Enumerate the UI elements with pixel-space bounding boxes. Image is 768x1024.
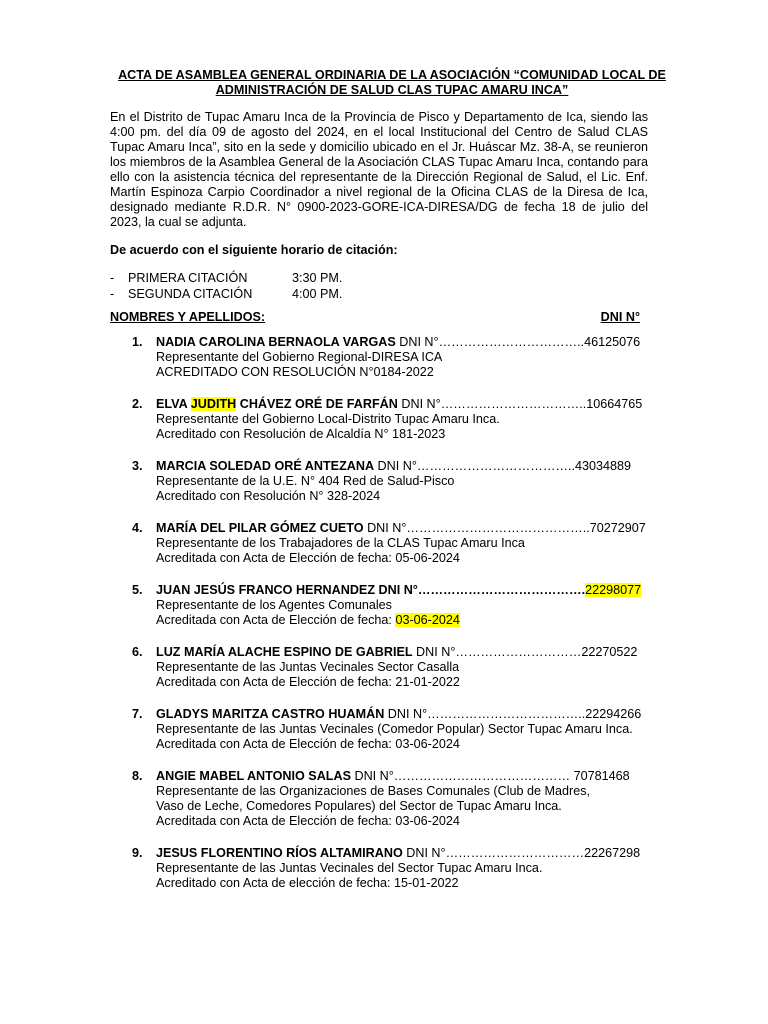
- member-number: 5.: [132, 583, 143, 597]
- member-dni-label: DNI N°……………………………………..: [363, 521, 590, 535]
- member-dni-label: DNI N°……………………………: [402, 846, 585, 860]
- member-dni-label: DNI N°……………………………………: [350, 769, 574, 783]
- schedule-item: [110, 271, 648, 287]
- member-accreditation-text: Acreditada con Acta de Elección de fecha: 21-01-2022: [156, 675, 460, 689]
- member-name-line: [156, 583, 648, 598]
- member-name-part: JUAN JESÚS FRANCO HERNANDEZ DNI N°: [156, 583, 418, 597]
- member-representation: Representante de la U.E. N° 404 Red de Salud-Pisco: [156, 474, 455, 488]
- member-representation: Representante de los Agentes Comunales: [156, 598, 392, 612]
- member-accreditation-date-highlight: 03-06-2024: [395, 613, 460, 627]
- member-name-line: [156, 521, 648, 536]
- member-name-part: GLADYS MARITZA CASTRO HUAMÁN: [156, 707, 385, 721]
- intro-paragraph: En el Distrito de Tupac Amaru Inca de la Provincia de Pisco y Departamento de Ica, siendo las 4:00 pm. del día 09 de agosto del 2024, en el local Institucional del Centro de Salud CLAS Tupac Amaru Inca”, sito en la sede y domicilio ubicado en el Jr. Huáscar Mz. 38-A, se reunieron los miembros de la Asamblea General de la Asociación CLAS Tupac Amaru Inca, contando para ello con la asistencia técnica del representante de la Dirección Regional de Salud, el Lic. Enf. Martín Espinoza Carpio Coordinador a nivel regional de la Oficina CLAS de la Diresa de Ica, designado mediante R.D.R. N° 0900-2023-GORE-ICA-DIRESA/DG de fecha 18 de julio del 2023, la cual se adjunta.: [110, 110, 648, 229]
- member-dni: 70272907: [589, 521, 646, 535]
- member-accreditation: [156, 427, 648, 442]
- member-name-part: CHÁVEZ ORÉ DE FARFÁN: [236, 397, 398, 411]
- title-line-1: ACTA DE ASAMBLEA GENERAL ORDINARIA DE LA ASOCIACIÓN “COMUNIDAD LOCAL DE: [118, 68, 666, 82]
- member-number: 3.: [132, 459, 143, 473]
- member-representation: Representante de las Juntas Vecinales del Sector Tupac Amaru Inca.: [156, 861, 543, 875]
- member-accreditation: [156, 675, 648, 690]
- member-dni: 22267298: [584, 846, 641, 860]
- member-entry: [110, 459, 648, 504]
- member-dni: 46125076: [584, 335, 641, 349]
- member-name-part: LUZ MARÍA ALACHE ESPINO DE GABRIEL: [156, 645, 413, 659]
- member-accreditation: [156, 876, 648, 891]
- member-name: [156, 707, 384, 721]
- member-dni-label: DNI N°………………………………..: [384, 707, 586, 721]
- member-name-part: MARCIA SOLEDAD ORÉ ANTEZANA: [156, 459, 375, 473]
- member-name: [156, 583, 418, 597]
- schedule-label: PRIMERA CITACIÓN: [128, 271, 248, 285]
- member-number: 2.: [132, 397, 143, 411]
- member-number: 9.: [132, 846, 143, 860]
- member-dni-label: DNI N°………………………………..: [374, 459, 576, 473]
- member-accreditation: [156, 613, 648, 628]
- member-accreditation: [156, 799, 648, 814]
- member-name-line: [156, 335, 648, 350]
- member-dni: 22298077: [585, 583, 642, 597]
- schedule-time: 3:30 PM.: [292, 271, 343, 285]
- member-entry: [110, 335, 648, 380]
- member-representation: Representante del Gobierno Regional-DIRESA ICA: [156, 350, 443, 364]
- schedule-label: SEGUNDA CITACIÓN: [128, 287, 253, 301]
- member-number: 1.: [132, 335, 143, 349]
- names-header: NOMBRES Y APELLIDOS:: [110, 310, 266, 324]
- schedule-item: [110, 287, 648, 303]
- member-dni-label: DNI N°…………………………: [412, 645, 582, 659]
- member-accreditation-text: ACREDITADO CON RESOLUCIÓN N°0184-2022: [156, 365, 434, 379]
- member-dni-label: ………………………………….: [417, 583, 586, 597]
- member-name: [156, 335, 396, 349]
- member-name: [156, 521, 364, 535]
- member-name-line: [156, 846, 648, 861]
- member-accreditation-text: Vaso de Leche, Comedores Populares) del Sector de Tupac Amaru Inca.: [156, 799, 562, 813]
- member-dni-label: DNI N°……………………………..: [395, 335, 585, 349]
- member-representation: Representante de los Trabajadores de la CLAS Tupac Amaru Inca: [156, 536, 525, 550]
- member-name: [156, 645, 413, 659]
- member-entry: [110, 397, 648, 442]
- member-number: 7.: [132, 707, 143, 721]
- member-entry: [110, 707, 648, 752]
- list-dash: -: [110, 287, 115, 301]
- member-entry: [110, 769, 648, 829]
- member-dni: 10664765: [586, 397, 643, 411]
- member-name-highlight: JUDITH: [190, 397, 237, 411]
- member-accreditation-text: Acreditada con Acta de Elección de fecha: 05-06-2024: [156, 551, 460, 565]
- members-list-header: [110, 310, 640, 325]
- schedule-time: 4:00 PM.: [292, 287, 343, 301]
- member-accreditation-text: Acreditado con Resolución de Alcaldía N° 181-2023: [156, 427, 446, 441]
- member-name-line: [156, 459, 648, 474]
- member-entry: [110, 846, 648, 891]
- member-accreditation: [156, 551, 648, 566]
- member-representation: Representante del Gobierno Local-Distrito Tupac Amaru Inca.: [156, 412, 500, 426]
- dni-header: DNI N°: [600, 310, 640, 324]
- member-accreditation: [156, 489, 648, 504]
- member-accreditation-text: Acreditado con Resolución N° 328-2024: [156, 489, 381, 503]
- document-title: [104, 68, 680, 98]
- member-accreditation: [156, 737, 648, 752]
- member-name-line: [156, 397, 648, 412]
- schedule-heading: De acuerdo con el siguiente horario de citación:: [110, 243, 398, 257]
- member-entry: [110, 521, 648, 566]
- member-name: [156, 769, 351, 783]
- list-dash: -: [110, 271, 115, 285]
- member-name-line: [156, 645, 648, 660]
- member-entry: [110, 583, 648, 628]
- member-name: [156, 397, 398, 411]
- member-dni: 43034889: [575, 459, 632, 473]
- member-dni: 22294266: [585, 707, 642, 721]
- member-representation: Representante de las Juntas Vecinales Sector Casalla: [156, 660, 460, 674]
- member-name-part: MARÍA DEL PILAR GÓMEZ CUETO: [156, 521, 364, 535]
- member-name-part: JESUS FLORENTINO RÍOS ALTAMIRANO: [156, 846, 403, 860]
- member-number: 4.: [132, 521, 143, 535]
- member-dni: 22270522: [581, 645, 638, 659]
- member-number: 6.: [132, 645, 143, 659]
- member-name: [156, 459, 374, 473]
- member-dni: 70781468: [573, 769, 630, 783]
- member-name-line: [156, 707, 648, 722]
- member-entry: [110, 645, 648, 690]
- member-name: [156, 846, 403, 860]
- schedule-list: [110, 271, 648, 303]
- member-dni-label: DNI N°……………………………..: [397, 397, 587, 411]
- member-number: 8.: [132, 769, 143, 783]
- members-list: [110, 335, 648, 891]
- member-accreditation-text: Acreditado con Acta de elección de fecha: 15-01-2022: [156, 876, 459, 890]
- document-page: [110, 68, 666, 908]
- member-accreditation-text: Acreditada con Acta de Elección de fecha:: [156, 613, 396, 627]
- title-line-2: ADMINISTRACIÓN DE SALUD CLAS TUPAC AMARU INCA”: [215, 83, 569, 97]
- member-representation: Representante de las Organizaciones de Bases Comunales (Club de Madres,: [156, 784, 591, 798]
- member-name-part: NADIA CAROLINA BERNAOLA VARGAS: [156, 335, 396, 349]
- member-name-part: ANGIE MABEL ANTONIO SALAS: [156, 769, 351, 783]
- member-name-line: [156, 769, 648, 784]
- member-accreditation-text: Acreditada con Acta de Elección de fecha: 03-06-2024: [156, 737, 460, 751]
- member-accreditation-extra: Acreditada con Acta de Elección de fecha: 03-06-2024: [156, 814, 460, 828]
- member-name-part: ELVA: [156, 397, 191, 411]
- member-representation: Representante de las Juntas Vecinales (Comedor Popular) Sector Tupac Amaru Inca.: [156, 722, 633, 736]
- member-accreditation: [156, 365, 648, 380]
